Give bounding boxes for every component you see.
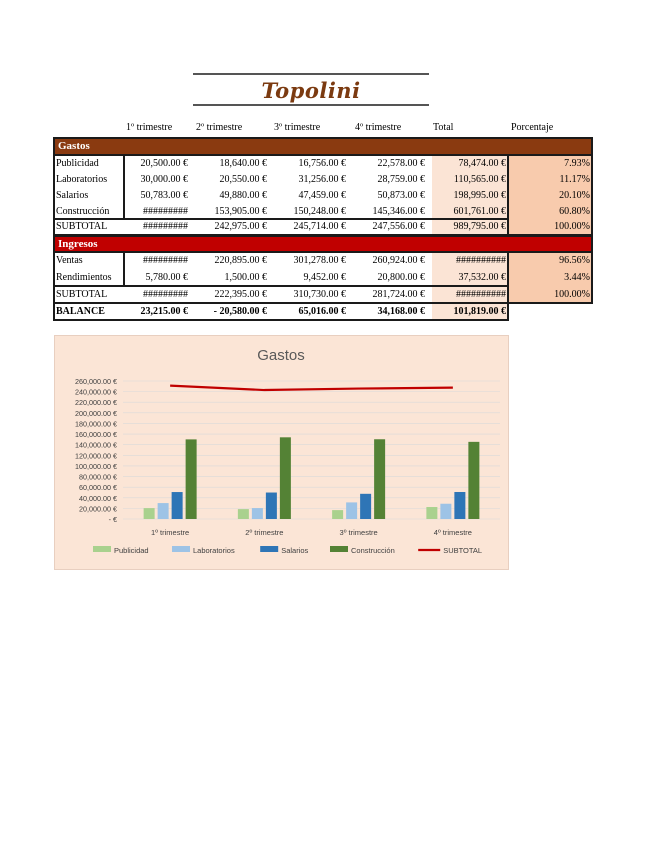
gastos-laboratorios-label: Laboratorios [56, 174, 108, 185]
y-tick-label: - € [108, 515, 117, 524]
balance-label: BALANCE [56, 306, 105, 317]
gastos-subtotal-q3: 245,714.00 € [293, 221, 346, 232]
gastos-chart-svg [55, 336, 508, 569]
legend-label-publicidad: Publicidad [114, 546, 149, 555]
gastos-construccin-pct: 60.80% [559, 206, 590, 217]
y-tick-label: 100,000.00 € [75, 461, 117, 471]
ingresos-rendimientos-pct: 3.44% [564, 272, 590, 283]
ingresos-subtotal-pct: 100.00% [554, 289, 590, 300]
bar-construccin-4 [468, 442, 479, 519]
bar-construccin-3 [374, 439, 385, 519]
balance-border [53, 302, 509, 321]
gastos-quarter-border [123, 154, 509, 220]
legend-label-laboratorios: Laboratorios [193, 546, 235, 555]
y-tick-label: 260,000.00 € [75, 377, 117, 386]
y-tick-label: 160,000.00 € [75, 430, 117, 440]
title-rule-bottom [193, 104, 429, 106]
gastos-laboratorios-q2: 20,550.00 € [219, 174, 267, 185]
gastos-laboratorios-q3: 31,256.00 € [298, 174, 346, 185]
header-q3: 3º trimestre [274, 122, 321, 133]
legend-swatch-construccin [330, 546, 348, 552]
legend-swatch-salarios [260, 546, 278, 552]
ingresos-ventas-label: Ventas [56, 255, 83, 266]
y-tick-label: 140,000.00 € [75, 440, 117, 450]
ingresos-quarter-border [123, 251, 509, 287]
legend-swatch-laboratorios [172, 546, 190, 552]
gastos-construccin-q2: 153,905.00 € [214, 206, 267, 217]
ingresos-subtotal-q3: 310,730.00 € [293, 289, 346, 300]
gastos-subtotal-q4: 247,556.00 € [372, 221, 425, 232]
ingresos-ventas-q3: 301,278.00 € [293, 255, 346, 266]
ingresos-subtotal-q2: 222,395.00 € [214, 289, 267, 300]
ingresos-rendimientos-q4: 20,800.00 € [377, 272, 425, 283]
gastos-salarios-q3: 47,459.00 € [298, 190, 346, 201]
gastos-publicidad-q1: 20,500.00 € [140, 158, 188, 169]
gastos-subtotal-pct: 100.00% [554, 221, 590, 232]
balance-total: 101,819.00 € [453, 306, 506, 317]
gastos-subtotal-total: 989,795.00 € [453, 221, 506, 232]
bar-laboratorios-1 [158, 503, 169, 519]
bar-publicidad-3 [332, 510, 343, 519]
bar-salarios-2 [266, 493, 277, 519]
gastos-publicidad-pct: 7.93% [564, 158, 590, 169]
header-q2: 2º trimestre [196, 122, 243, 133]
y-tick-label: 200,000.00 € [75, 408, 117, 418]
ingresos-rendimientos-label: Rendimientos [56, 272, 112, 283]
sheet-title: Topolini [261, 78, 361, 103]
gastos-salarios-total: 198,995.00 € [453, 190, 506, 201]
y-tick-label: 60,000.00 € [79, 483, 117, 493]
ingresos-rendimientos-q3: 9,452.00 € [303, 272, 346, 283]
gastos-laboratorios-pct: 11.17% [559, 174, 590, 185]
y-tick-label: 40,000.00 € [79, 493, 117, 503]
bar-publicidad-1 [144, 508, 155, 519]
ingresos-ventas-total: ########## [456, 255, 506, 266]
bar-salarios-3 [360, 494, 371, 519]
header-q1: 1º trimestre [126, 122, 173, 133]
gastos-subtotal-q1: ######### [143, 221, 188, 232]
legend-label-construccin: Construcción [351, 546, 395, 555]
gastos-publicidad-q4: 22,578.00 € [377, 158, 425, 169]
balance-q1: 23,215.00 € [140, 306, 188, 317]
gastos-subtotal-label: SUBTOTAL [56, 221, 108, 232]
balance-q3: 65,016.00 € [298, 306, 346, 317]
gastos-subtotal-border [53, 218, 509, 236]
header-porcentaje: Porcentaje [511, 122, 554, 133]
gastos-label: Gastos [58, 140, 90, 152]
ingresos-subtotal-label: SUBTOTAL [56, 289, 108, 300]
gastos-publicidad-total: 78,474.00 € [458, 158, 506, 169]
gastos-publicidad-q2: 18,640.00 € [219, 158, 267, 169]
bar-construccin-1 [186, 439, 197, 519]
ingresos-label: Ingresos [58, 238, 98, 250]
gastos-laboratorios-q1: 30,000.00 € [140, 174, 188, 185]
legend-swatch-publicidad [93, 546, 111, 552]
y-tick-label: 20,000.00 € [79, 504, 117, 514]
bar-salarios-1 [172, 492, 183, 519]
bar-laboratorios-3 [346, 502, 357, 519]
gastos-construccin-q1: ######### [143, 206, 188, 217]
gastos-publicidad-label: Publicidad [56, 158, 99, 169]
ingresos-ventas-q2: 220,895.00 € [214, 255, 267, 266]
y-tick-label: 220,000.00 € [75, 398, 117, 408]
bar-laboratorios-2 [252, 508, 263, 519]
ingresos-ventas-pct: 96.56% [559, 255, 590, 266]
ingresos-subtotal-total: ########## [456, 289, 506, 300]
balance-q4: 34,168.00 € [377, 306, 425, 317]
ingresos-ventas-q4: 260,924.00 € [372, 255, 425, 266]
gastos-chart [54, 335, 509, 570]
ingresos-rendimientos-q1: 5,780.00 € [145, 272, 188, 283]
x-tick-label: 4º trimestre [433, 528, 472, 537]
header-total: Total [433, 122, 454, 133]
gastos-laboratorios-q4: 28,759.00 € [377, 174, 425, 185]
legend-label-subtotal: SUBTOTAL [443, 546, 483, 555]
balance-q2: - 20,580.00 € [213, 306, 267, 317]
header-q4: 4º trimestre [355, 122, 402, 133]
ingresos-rendimientos-total: 37,532.00 € [458, 272, 506, 283]
bar-publicidad-2 [238, 509, 249, 519]
y-tick-label: 80,000.00 € [79, 472, 117, 482]
bar-salarios-4 [454, 492, 465, 519]
gastos-salarios-q4: 50,873.00 € [377, 190, 425, 201]
chart-title: Gastos [257, 347, 305, 364]
x-tick-label: 1º trimestre [151, 528, 190, 537]
gastos-construccin-label: Construcción [56, 206, 110, 217]
bar-laboratorios-4 [440, 504, 451, 519]
bar-construccin-2 [280, 437, 291, 519]
y-tick-label: 240,000.00 € [75, 387, 117, 397]
y-tick-label: 120,000.00 € [75, 451, 117, 461]
line-subtotal [170, 386, 453, 390]
gastos-salarios-label: Salarios [56, 190, 89, 201]
ingresos-subtotal-q4: 281,724.00 € [372, 289, 425, 300]
bar-publicidad-4 [426, 507, 437, 519]
ingresos-rendimientos-q2: 1,500.00 € [224, 272, 267, 283]
legend-label-salarios: Salarios [281, 546, 309, 555]
gastos-construccin-total: 601,761.00 € [453, 206, 506, 217]
gastos-construccin-q4: 145,346.00 € [372, 206, 425, 217]
x-tick-label: 3º trimestre [339, 528, 378, 537]
gastos-laboratorios-total: 110,565.00 € [453, 174, 506, 185]
title-rule-top [193, 73, 429, 75]
ingresos-subtotal-q1: ######### [143, 289, 188, 300]
gastos-subtotal-q2: 242,975.00 € [214, 221, 267, 232]
gastos-salarios-q2: 49,880.00 € [219, 190, 267, 201]
gastos-salarios-pct: 20.10% [559, 190, 590, 201]
gastos-publicidad-q3: 16,756.00 € [298, 158, 346, 169]
gastos-construccin-q3: 150,248.00 € [293, 206, 346, 217]
x-tick-label: 2º trimestre [245, 528, 284, 537]
gastos-salarios-q1: 50,783.00 € [140, 190, 188, 201]
ingresos-ventas-q1: ######### [143, 255, 188, 266]
y-tick-label: 180,000.00 € [75, 419, 117, 429]
